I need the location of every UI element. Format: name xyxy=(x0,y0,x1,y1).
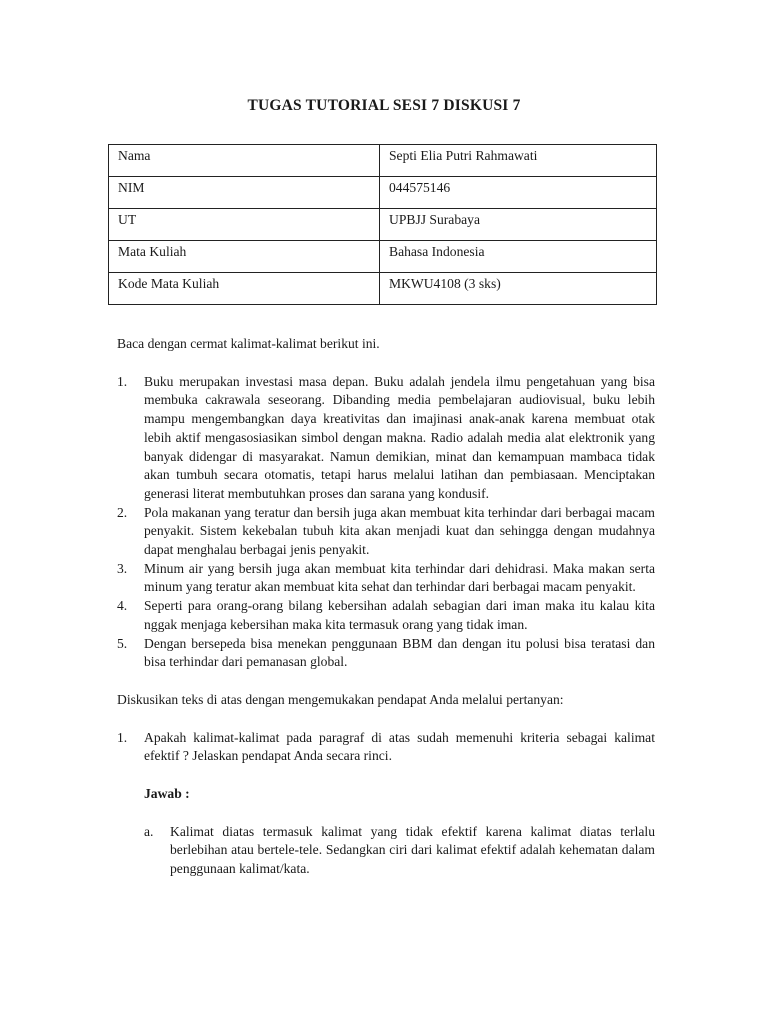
table-row xyxy=(109,209,657,241)
answer-text: Kalimat diatas termasuk kalimat yang tidak efektif karena kalimat diatas terlalu berlebihan atau bertele-tele. Sedangkan ciri dari kalimat efektif adalah kehematan dalam penggunaan kalimat/kata. xyxy=(170,823,655,877)
info-value-mata-kuliah: Bahasa Indonesia xyxy=(380,241,657,273)
table-row xyxy=(109,177,657,209)
answer-item xyxy=(117,823,655,879)
list-item-text: Dengan bersepeda bisa menekan penggunaan BBM dan dengan itu polusi bisa teratasi dan bisa terhindar dari pemanasan global. xyxy=(144,635,655,670)
answer-letter: a. xyxy=(144,823,154,839)
table-row xyxy=(109,241,657,273)
table-row xyxy=(109,145,657,177)
info-label-kode-mata-kuliah: Kode Mata Kuliah xyxy=(109,273,380,305)
list-item xyxy=(117,560,655,597)
list-number: 3. xyxy=(117,560,128,576)
document-body xyxy=(117,335,655,879)
info-value-nim: 044575146 xyxy=(380,177,657,209)
question-item xyxy=(117,729,655,766)
list-item-text: Seperti para orang-orang bilang kebersihan adalah sebagian dari iman maka itu kalau kita nggak menjaga kebersihan maka kita termasuk orang yang tidak iman. xyxy=(144,598,655,632)
info-value-nama: Septi Elia Putri Rahmawati xyxy=(380,145,657,177)
list-item xyxy=(117,597,655,634)
list-number: 4. xyxy=(117,598,128,614)
info-label-ut: UT xyxy=(109,209,380,241)
info-label-mata-kuliah: Mata Kuliah xyxy=(109,241,380,273)
question-text: Apakah kalimat-kalimat pada paragraf di atas sudah memenuhi kriteria sebagai kalimat efektif ? Jelaskan pendapat Anda secara rinci. xyxy=(144,729,655,764)
info-value-ut: UPBJJ Surabaya xyxy=(380,209,657,241)
list-number: 1. xyxy=(117,373,128,389)
document-title: TUGAS TUTORIAL SESI 7 DISKUSI 7 xyxy=(247,97,521,114)
info-label-nim: NIM xyxy=(109,177,380,209)
answer-label: Jawab : xyxy=(144,786,190,802)
list-item-text: Buku merupakan investasi masa depan. Buku adalah jendela ilmu pengetahuan yang bisa membuka cakrawala seseorang. Dibanding media pembelajaran audiovisual, buku lebih mampu mengembangkan daya kreativitas dan imajinasi anak-anak karena membuat otak lebih aktif mengasosiasikan simbol dengan makna. Radio adalah media alat elektronik yang banyak didengar di masyarakat. Namun demikian, minat dan kemampuan mambaca tidak akan tumbuh secara otomatis, tetapi harus melalui latihan dan pembiasaan. Menciptakan generasi literat membutuhkan proses dan sarana yang kondusif. xyxy=(144,373,655,501)
list-item-text: Minum air yang bersih juga akan membuat kita terhindar dari dehidrasi. Maka makan serta minum yang teratur akan membuat kita sehat dan terhindar dari berbagai macam penyakit. xyxy=(144,560,655,595)
sentence-list xyxy=(117,373,655,672)
info-label-nama: Nama xyxy=(109,145,380,177)
list-item-text: Pola makanan yang teratur dan bersih juga akan membuat kita terhindar dari berbagai macam penyakit. Sistem kekebalan tubuh kita akan menjadi kuat dan sehingga dengan mudahnya dapat menghalau berbagai jenis penyakit. xyxy=(144,504,655,558)
list-number: 2. xyxy=(117,504,128,520)
list-item xyxy=(117,635,655,672)
table-row xyxy=(109,273,657,305)
list-number: 5. xyxy=(117,635,128,651)
question-number: 1. xyxy=(117,729,128,745)
list-item xyxy=(117,504,655,560)
student-info-table xyxy=(108,144,657,305)
discussion-prompt: Diskusikan teks di atas dengan mengemukakan pendapat Anda melalui pertanyan: xyxy=(117,691,564,707)
info-value-kode-mata-kuliah: MKWU4108 (3 sks) xyxy=(380,273,657,305)
list-item xyxy=(117,373,655,504)
intro-paragraph: Baca dengan cermat kalimat-kalimat berikut ini. xyxy=(117,336,380,351)
